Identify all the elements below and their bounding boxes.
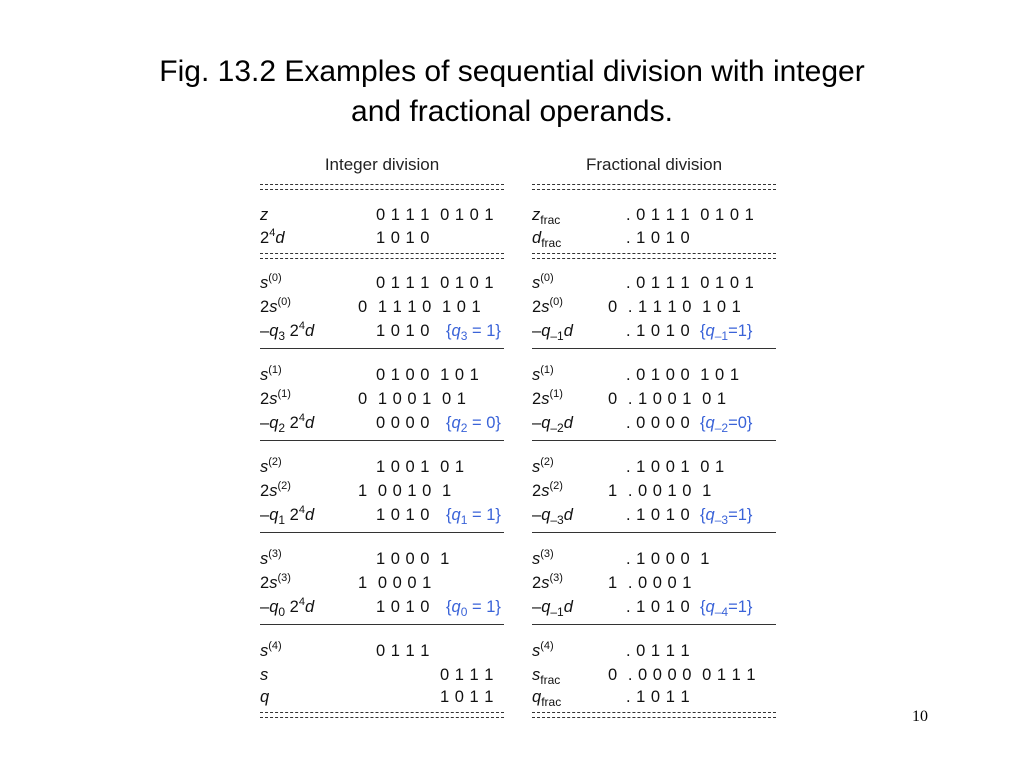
annotation-q3: $\{q_3 = 1\}$ bbox=[446, 322, 501, 343]
single-rule bbox=[532, 624, 776, 625]
row-s3: $s^{(3)}$ . 1 0 0 0 1 bbox=[532, 548, 710, 568]
row-s: s 0 1 1 1 bbox=[260, 666, 494, 684]
single-rule bbox=[532, 348, 776, 349]
annotation-q-2: $\{q_{-2}=0\}$ bbox=[700, 414, 753, 435]
fractional-division-heading: Fractional division bbox=[585, 155, 723, 174]
value-d-frac: . 1 0 1 0 bbox=[626, 229, 691, 247]
row-q: q 1 0 1 1 bbox=[260, 688, 494, 706]
row-q-3-d: $-q_{-3}d$ . 1 0 1 0 $\{q_{-3}=1\}$ bbox=[532, 506, 753, 527]
row-s0: $s^{(0)}$ 0 1 1 1 0 1 0 1 bbox=[260, 272, 495, 292]
value-s4: . 0 1 1 1 bbox=[626, 642, 691, 660]
value-s3: 1 0 0 0 1 bbox=[376, 550, 450, 568]
value-2s1: 0 1 0 0 1 0 1 bbox=[358, 390, 467, 408]
single-rule bbox=[532, 532, 776, 533]
page-number: 10 bbox=[912, 708, 928, 725]
value-2s3: 1 0 0 0 1 bbox=[358, 574, 432, 592]
value-s1: . 0 1 0 0 1 0 1 bbox=[626, 366, 740, 384]
row-2s1: $2s^{(1)}$ 0 1 0 0 1 0 1 bbox=[260, 388, 467, 408]
row-s-frac: $s_{frac}$ 0 . 0 0 0 0 0 1 1 1 bbox=[532, 666, 757, 687]
integer-division-heading: Integer division bbox=[324, 155, 440, 174]
single-rule bbox=[260, 624, 504, 625]
value-q0-d: 1 0 1 0 bbox=[376, 598, 430, 616]
row-2s0: $2s^{(0)}$ 0 . 1 1 1 0 1 0 1 bbox=[532, 296, 742, 316]
value-s0: . 0 1 1 1 0 1 0 1 bbox=[626, 274, 755, 292]
double-rule bbox=[532, 184, 776, 190]
row-q-1-d: $-q_{-1}d$ . 1 0 1 0 $\{q_{-1}=1\}$ bbox=[532, 322, 753, 343]
value-2s1: 0 . 1 0 0 1 0 1 bbox=[608, 390, 727, 408]
value-z: 0 1 1 1 0 1 0 1 bbox=[376, 206, 495, 224]
annotation-q-1: $\{q_{-1}=1\}$ bbox=[700, 322, 753, 343]
fractional-division-panel bbox=[530, 152, 778, 732]
value-q: 1 0 1 1 bbox=[440, 688, 494, 706]
row-2s1: $2s^{(1)}$ 0 . 1 0 0 1 0 1 bbox=[532, 388, 727, 408]
value-s4: 0 1 1 1 bbox=[376, 642, 430, 660]
row-s0: $s^{(0)}$ . 0 1 1 1 0 1 0 1 bbox=[532, 272, 755, 292]
row-2s2: $2s^{(2)}$ 1 . 0 0 1 0 1 bbox=[532, 480, 712, 500]
row-z: z 0 1 1 1 0 1 0 1 bbox=[260, 206, 495, 224]
value-s0: 0 1 1 1 0 1 0 1 bbox=[376, 274, 495, 292]
value-2s0: 0 . 1 1 1 0 1 0 1 bbox=[608, 298, 742, 316]
row-2s2: $2s^{(2)}$ 1 0 0 1 0 1 bbox=[260, 480, 452, 500]
value-z-frac: . 0 1 1 1 0 1 0 1 bbox=[626, 206, 755, 224]
double-rule bbox=[260, 184, 504, 190]
value-q-frac: . 1 0 1 1 bbox=[626, 688, 691, 706]
annotation-q-4: $\{q_{-4}=1\}$ bbox=[700, 598, 753, 619]
annotation-q0: $\{q_0 = 1\}$ bbox=[446, 598, 501, 619]
row-q-2-d: $-q_{-2}d$ . 0 0 0 0 $\{q_{-2}=0\}$ bbox=[532, 414, 753, 435]
value-s3: . 1 0 0 0 1 bbox=[626, 550, 710, 568]
row-s2: $s^{(2)}$ . 1 0 0 1 0 1 bbox=[532, 456, 725, 476]
value-2s2: 1 . 0 0 1 0 1 bbox=[608, 482, 712, 500]
row-d-frac: $d_{frac}$ . 1 0 1 0 bbox=[532, 229, 691, 250]
annotation-q2: $\{q_2 = 0\}$ bbox=[446, 414, 501, 435]
annotation-q-3: $\{q_{-3}=1\}$ bbox=[700, 506, 753, 527]
row-z-frac: $z_{frac}$ . 0 1 1 1 0 1 0 1 bbox=[532, 206, 755, 227]
title-line-2: and fractional operands. bbox=[351, 95, 673, 128]
row-s3: $s^{(3)}$ 1 0 0 0 1 bbox=[260, 548, 450, 568]
value-q1-d: 1 0 1 0 bbox=[376, 506, 430, 524]
row-2s3: $2s^{(3)}$ 1 0 0 0 1 bbox=[260, 572, 432, 592]
row-q2-d: $-q_2$ $2^4d$ 0 0 0 0 $\{q_2 = 0\}$ bbox=[260, 412, 501, 435]
row-q0-d: $-q_0$ $2^4d$ 1 0 1 0 $\{q_0 = 1\}$ bbox=[260, 596, 501, 619]
row-2s0: $2s^{(0)}$ 0 1 1 1 0 1 0 1 bbox=[260, 296, 482, 316]
integer-division-panel bbox=[258, 152, 506, 732]
row-s1: $s^{(1)}$ 0 1 0 0 1 0 1 bbox=[260, 364, 480, 384]
value-q-1-d: . 1 0 1 0 bbox=[626, 322, 691, 340]
value-q2-d: 0 0 0 0 bbox=[376, 414, 430, 432]
value-2s3: 1 . 0 0 0 1 bbox=[608, 574, 692, 592]
single-rule bbox=[260, 348, 504, 349]
value-s2: 1 0 0 1 0 1 bbox=[376, 458, 465, 476]
annotation-q1: $\{q_1 = 1\}$ bbox=[446, 506, 501, 527]
row-s2: $s^{(2)}$ 1 0 0 1 0 1 bbox=[260, 456, 465, 476]
value-q3-d: 1 0 1 0 bbox=[376, 322, 430, 340]
value-q-2-d: . 0 0 0 0 bbox=[626, 414, 691, 432]
row-q1-d: $-q_1$ $2^4d$ 1 0 1 0 $\{q_1 = 1\}$ bbox=[260, 504, 501, 527]
value-q-4-d: . 1 0 1 0 bbox=[626, 598, 691, 616]
row-2s3: $2s^{(3)}$ 1 . 0 0 0 1 bbox=[532, 572, 692, 592]
value-2s2: 1 0 0 1 0 1 bbox=[358, 482, 452, 500]
row-q-frac: $q_{frac}$ . 1 0 1 1 bbox=[532, 688, 691, 709]
row-q-1-d-second: $-q_{-1}d$ . 1 0 1 0 $\{q_{-4}=1\}$ bbox=[532, 598, 753, 619]
title-line-1: Fig. 13.2 Examples of sequential division with integer bbox=[159, 55, 865, 88]
value-2s0: 0 1 1 1 0 1 0 1 bbox=[358, 298, 482, 316]
single-rule bbox=[532, 440, 776, 441]
value-s1: 0 1 0 0 1 0 1 bbox=[376, 366, 480, 384]
double-rule bbox=[260, 253, 504, 259]
row-q3-d: $-q_3$ $2^4d$ 1 0 1 0 $\{q_3 = 1\}$ bbox=[260, 320, 501, 343]
value-s: 0 1 1 1 bbox=[440, 666, 494, 684]
single-rule bbox=[260, 440, 504, 441]
row-s4: $s^{(4)}$ 0 1 1 1 bbox=[260, 640, 430, 660]
row-s4: $s^{(4)}$ . 0 1 1 1 bbox=[532, 640, 691, 660]
value-d: 1 0 1 0 bbox=[376, 229, 430, 247]
row-2-4-d: $2^4d$ 1 0 1 0 bbox=[260, 227, 430, 247]
row-s1: $s^{(1)}$ . 0 1 0 0 1 0 1 bbox=[532, 364, 740, 384]
double-rule bbox=[532, 253, 776, 259]
value-q-3-d: . 1 0 1 0 bbox=[626, 506, 691, 524]
value-s-frac: 0 . 0 0 0 0 0 1 1 1 bbox=[608, 666, 757, 684]
single-rule bbox=[260, 532, 504, 533]
value-s2: . 1 0 0 1 0 1 bbox=[626, 458, 725, 476]
double-rule bbox=[532, 712, 776, 718]
double-rule bbox=[260, 712, 504, 718]
slide-title bbox=[60, 52, 964, 132]
